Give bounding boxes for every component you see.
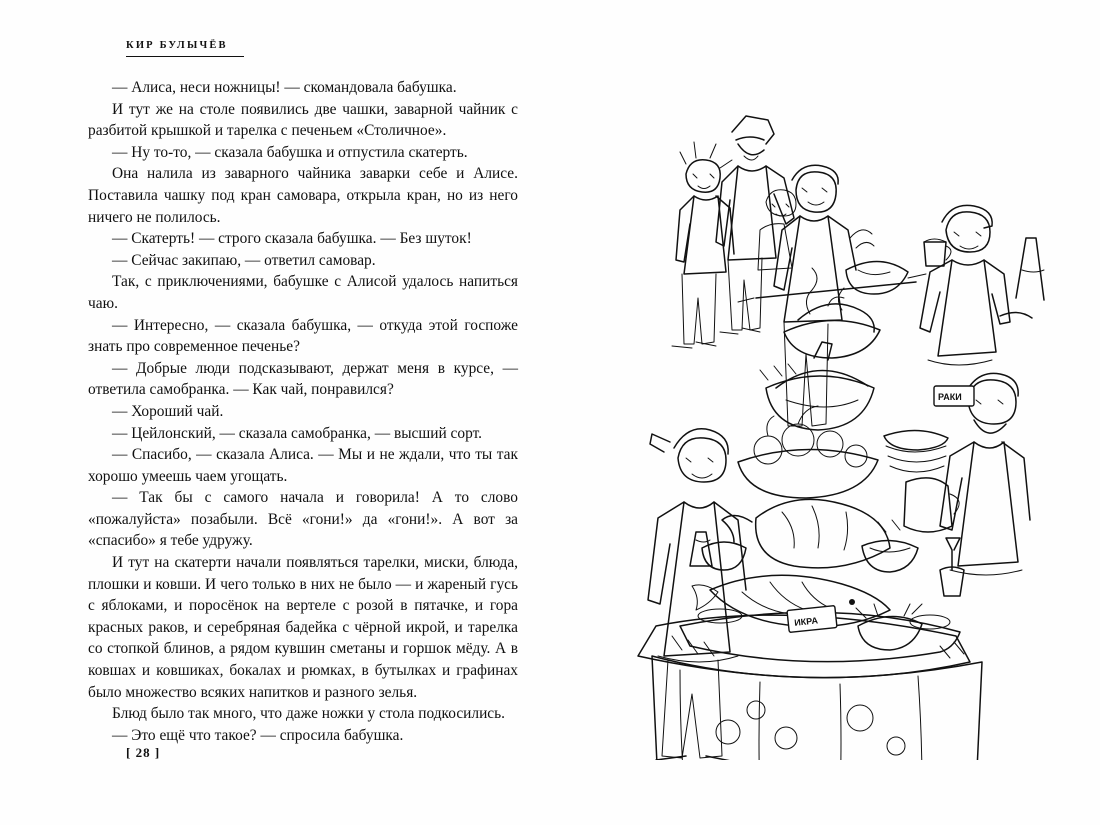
paragraph: — Хороший чай. (112, 402, 224, 420)
label-plaque-ikra (787, 606, 837, 633)
body-text (88, 77, 518, 746)
label-ikra: ИКРА (793, 615, 819, 628)
paragraph: И тут же на столе появились две чашки, заварной чайник с разбитой крышкой и тарелка с печеньем «Столичное». (88, 100, 518, 140)
paragraph: Так, с приключениями, бабушке с Алисой удалось напиться чаю. (88, 273, 518, 312)
page-folio: [ 28 ] (126, 745, 161, 760)
paragraph: — Спасибо, — сказала Алиса. — Мы и не ждали, что ты так хорошо умеешь чаем угощать. (88, 446, 518, 485)
crowd-foreground-left (648, 429, 746, 760)
label-raki: РАКИ (938, 392, 962, 402)
paragraph: Блюд было так много, что даже ножки у стола подкосились. (112, 705, 506, 723)
paragraph: — Ну то-то, — сказала бабушка и отпустила скатерть. (112, 143, 468, 161)
paragraph: — Интересно, — сказала бабушка, — откуда этой госпоже знать про современное печенье? (88, 316, 518, 356)
crowd-left-figures (672, 116, 874, 426)
paragraph: — Алиса, неси ножницы! — скомандовала бабушка. (112, 79, 457, 96)
feast-table (638, 615, 982, 760)
food-pile (680, 261, 974, 661)
feast-table-illustration (560, 70, 1060, 760)
paragraph: — Добрые люди подсказывают, держат меня в курсе, — ответила самобранка. — Как чай, понравился? (88, 359, 518, 399)
paragraph: — Сейчас закипаю, — ответил самовар. (112, 251, 376, 269)
paragraph: Она налила из заварного чайника заварки себе и Алисе. Поставила чашку под кран самовара, открыла кран, но из него ничего не полилось. (88, 165, 518, 226)
label-plaque-raki (934, 386, 974, 406)
paragraph: — Цейлонский, — сказала самобранка, — высший сорт. (112, 424, 482, 442)
paragraph: — Это ещё что такое? — спросила бабушка. (112, 726, 404, 744)
running-head: КИР БУЛЫЧЁВ (126, 40, 244, 57)
paragraph: И тут на скатерти начали появляться тарелки, миски, блюда, плошки и ковши. И чего только в них не было — и жареный гусь с яблоками, и поросёнок на вертеле с розой в пятачке, и гора красных раков, и серебряная бадейка с чёрной икрой, и тарелка со стопкой блинов, а рядом кувшин сметаны и горшок мёду. А в ковшах и ковшиках, бокалах и рюмках, в бутылках и графинах было множество всяких напитков и разного зелья. (88, 554, 518, 701)
paragraph: — Так бы с самого начала и говорила! А то слово «пожалуйста» позабыли. Всё «гони!» да «гони!». А вот за «спасибо» я тебе удружу. (88, 489, 518, 550)
paragraph: — Скатерть! — строго сказала бабушка. — Без шуток! (112, 230, 472, 248)
text-column (88, 40, 518, 746)
